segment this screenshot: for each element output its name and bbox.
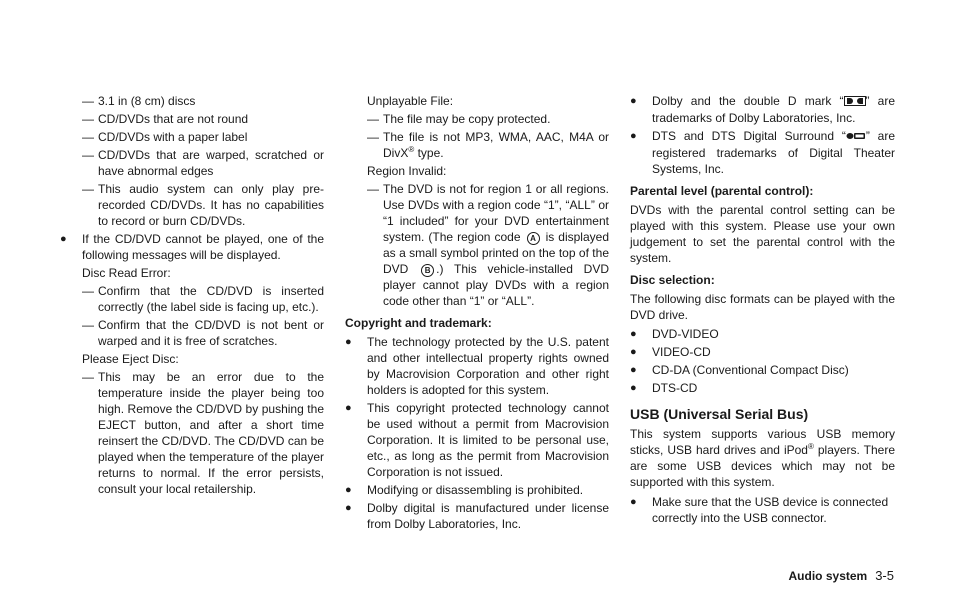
list-item: — CD/DVDs with a paper label <box>82 130 248 144</box>
column-2 <box>345 93 609 534</box>
format-item: ● DTS-CD <box>630 381 698 395</box>
format-item: ● DVD-VIDEO <box>630 327 719 341</box>
usb-heading: USB (Universal Serial Bus) <box>630 406 809 422</box>
region-invalid-label: Region Invalid: <box>367 164 447 178</box>
bullet-icon: ● <box>345 484 352 496</box>
list-item: — The file is not MP3, WMA, AAC, M4A or DivX® type. <box>367 130 609 160</box>
format-item: ● VIDEO-CD <box>630 345 711 359</box>
bullet-icon: ● <box>345 336 352 348</box>
list-item: — This audio system can only play pre-recorded CD/DVDs. It has no capabilities to record or burn CD/DVDs. <box>82 182 324 228</box>
page-footer <box>700 568 894 583</box>
list-item: — The file may be copy protected. <box>367 112 551 126</box>
list-item: — Confirm that the CD/DVD is not bent or warped and it is free of scratches. <box>82 318 324 348</box>
dolby-double-d-logo-icon <box>844 94 866 110</box>
list-item: — 3.1 in (8 cm) discs <box>82 94 196 108</box>
list-item: — Confirm that the CD/DVD is inserted correctly (the label side is facing up, etc.). <box>82 284 324 314</box>
bullet-icon: ● <box>345 402 352 414</box>
usb-text: This system supports various USB memory sticks, USB hard drives and iPod® players. There are some USB devices which may not be supported with this system. <box>630 427 895 489</box>
bullet-icon: ● <box>60 233 67 245</box>
list-item: — CD/DVDs that are warped, scratched or have abnormal edges <box>82 148 324 178</box>
bullet-item: ● Dolby and the double D mark “ ” are trademarks of Dolby Laboratories, Inc. <box>630 94 895 125</box>
bullet-item: ● If the CD/DVD cannot be played, one of the following messages will be displayed. <box>60 232 324 262</box>
unplayable-file-label: Unplayable File: <box>367 94 454 108</box>
bullet-icon: ● <box>630 328 637 340</box>
bullet-icon: ● <box>630 382 637 394</box>
format-item: ● CD-DA (Conventional Compact Disc) <box>630 363 849 377</box>
parental-heading: Parental level (parental control): <box>630 184 814 198</box>
copyright-heading: Copyright and trademark: <box>345 316 492 330</box>
disc-selection-text: The following disc formats can be played with the DVD drive. <box>630 292 895 322</box>
bullet-item: ● DTS and DTS Digital Surround “ ” are registered trademarks of Digital Theater Systems, Inc. <box>630 129 895 176</box>
bullet-icon: ● <box>630 346 637 358</box>
bullet-item: ● Modifying or disassembling is prohibited. <box>345 483 584 497</box>
column-1 <box>60 93 324 499</box>
please-eject-label: Please Eject Disc: <box>82 352 179 366</box>
bullet-icon: ● <box>630 496 637 508</box>
column-3 <box>630 93 895 528</box>
bullet-item: ● Dolby digital is manufactured under license from Dolby Laboratories, Inc. <box>345 501 609 531</box>
bullet-icon: ● <box>630 95 637 107</box>
bullet-item: ● The technology protected by the U.S. patent and other intellectual property rights owned by Macrovision Corporation and other right holders is adopted for this system. <box>345 335 609 397</box>
disc-read-error-label: Disc Read Error: <box>82 266 171 280</box>
bullet-item: ● Make sure that the USB device is connected correctly into the USB connector. <box>630 495 889 525</box>
dts-logo-icon <box>846 129 866 145</box>
bullet-icon: ● <box>630 364 637 376</box>
region-code-b-badge: B <box>421 264 434 277</box>
bullet-item: ● This copyright protected technology cannot be used without a permit from Macrovision Corporation. It is limited to be personal use, etc., as long as the permit from Macrovision Corporation is not issued. <box>345 401 609 479</box>
list-item: — CD/DVDs that are not round <box>82 112 249 126</box>
region-code-a-badge: A <box>527 232 540 245</box>
disc-selection-heading: Disc selection: <box>630 273 715 287</box>
list-item: — The DVD is not for region 1 or all regions. Use DVDs with a region code “1”, “ALL” or “1 included” for your DVD entertainment system. (The region code A is displayed as a small symbol printed on the top of the DVD B .) This vehicle-installed DVD player cannot play DVDs with a region code other than “1” or “ALL”. <box>367 182 609 308</box>
section-title: Audio system <box>788 569 868 583</box>
page-number: 3-5 <box>875 568 894 583</box>
bullet-icon: ● <box>345 502 352 514</box>
parental-text: DVDs with the parental control setting can be played with this system. Please use your own judgement to set the parental control with the system. <box>630 203 895 265</box>
list-item: — This may be an error due to the temperature inside the player being too high. Remove the CD/DVD by pushing the EJECT button, and after a short time reinsert the CD/DVD. The CD/DVD can be played when the temperature of the player returns to normal. If the error persists, consult your local retailership. <box>82 370 324 496</box>
bullet-icon: ● <box>630 130 637 142</box>
